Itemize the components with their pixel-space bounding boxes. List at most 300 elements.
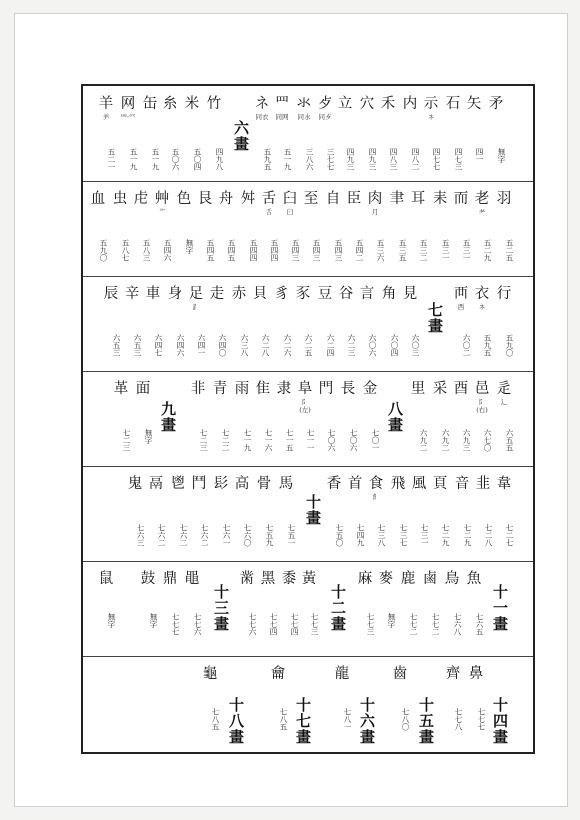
stroke-band-4 — [83, 371, 533, 466]
radical-glyph: 高 — [234, 476, 250, 492]
page-number: 七五一 — [287, 524, 296, 547]
page-number: 六〇三 — [411, 334, 420, 357]
page-number: 七四九 — [356, 524, 365, 547]
radical-entry — [316, 96, 334, 122]
page-number: 五四六 — [163, 239, 172, 262]
radical-entry — [169, 476, 187, 492]
radical-glyph: 穴 — [359, 96, 375, 112]
radical-glyph: 鼎 — [162, 571, 178, 587]
radical-glyph: 龍 — [334, 666, 350, 682]
radical-entry — [409, 191, 427, 207]
radical-variant: 同网 — [275, 113, 289, 121]
page-number: 七六五 — [475, 613, 484, 636]
radical-variant: 舌 — [265, 208, 273, 216]
page-number: 六九二 — [419, 429, 428, 452]
page-number: 五三六 — [376, 239, 385, 262]
page-number: 七七二 — [431, 613, 440, 636]
page-number: 六〇二 — [462, 334, 471, 357]
page-number: 六四六 — [176, 334, 185, 357]
radical-glyph: 豆 — [317, 286, 333, 302]
stroke-band-6 — [83, 561, 533, 656]
page-number: 七二七 — [505, 524, 514, 547]
page-number: 七〇一 — [371, 429, 380, 452]
radical-glyph: 車 — [145, 286, 161, 302]
radical-entry — [280, 571, 298, 587]
radical-entry — [339, 381, 357, 397]
stroke-count-header: 十八畫 — [227, 697, 245, 745]
radical-entry — [346, 476, 364, 492]
radical-glyph: 金 — [362, 381, 378, 397]
radical-entry — [153, 191, 171, 217]
radical-glyph: 鹵 — [422, 571, 438, 587]
radical-entry — [453, 476, 471, 492]
radical-glyph: 革 — [113, 381, 129, 397]
radical-variant: ⺶ — [102, 113, 110, 121]
page-number: 五四五 — [206, 239, 215, 262]
page-number: 五三二 — [419, 239, 428, 262]
page-number: 七三七 — [399, 524, 408, 547]
radical-glyph: 采 — [432, 381, 448, 397]
radical-glyph: 長 — [340, 381, 356, 397]
page-number: 七七七 — [477, 708, 486, 731]
radical-glyph: 面 — [135, 381, 151, 397]
page-number: 七二三 — [199, 429, 208, 452]
radical-entry — [336, 96, 354, 112]
radical-glyph: 阜 — [297, 381, 313, 397]
radical-glyph: 貝 — [252, 286, 268, 302]
band-divider — [83, 656, 533, 657]
radical-entry — [139, 571, 157, 587]
radical-entry — [141, 96, 159, 112]
radical-glyph: 齊 — [445, 666, 461, 682]
page-number: 七三八 — [377, 524, 386, 547]
radical-entry — [273, 286, 291, 302]
page-number: 六二五 — [304, 334, 313, 357]
page-number: 七二八 — [484, 524, 493, 547]
page-number: 七一一 — [306, 429, 315, 452]
band-divider — [83, 371, 533, 372]
page-number: 七〇六 — [349, 429, 358, 452]
band-divider — [83, 181, 533, 182]
radical-glyph: ネ — [254, 96, 270, 112]
radical-glyph: 里 — [410, 381, 426, 397]
page-number: 五二五 — [505, 239, 514, 262]
radical-entry — [89, 191, 107, 207]
page-number: 七七六 — [248, 613, 257, 636]
radical-glyph: 見 — [402, 286, 418, 302]
page-number: 七二九 — [463, 524, 472, 547]
radical-glyph: 音 — [454, 476, 470, 492]
radical-variant: ネ — [427, 113, 435, 121]
radical-entry — [183, 96, 201, 112]
radical-entry — [431, 381, 449, 397]
radical-variant: 飠 — [372, 493, 380, 501]
radical-glyph: 羽 — [496, 191, 512, 207]
page-number: 七六八 — [453, 613, 462, 636]
radical-glyph: 鬥 — [191, 476, 207, 492]
radical-glyph: 竹 — [206, 96, 222, 112]
radical-variant: 西 — [457, 303, 465, 311]
radical-entry — [175, 191, 193, 207]
page-number: 四一 — [475, 148, 484, 163]
radical-glyph: 艮 — [197, 191, 213, 207]
radical-variant: 月 — [371, 208, 379, 216]
radical-glyph: 角 — [381, 286, 397, 302]
radical-glyph: 聿 — [389, 191, 405, 207]
page-number: 四八二 — [411, 148, 420, 171]
radical-entry — [183, 571, 201, 587]
page-number: 七八五 — [211, 708, 220, 731]
page-number: 四七七 — [432, 148, 441, 171]
radical-glyph: 豕 — [295, 286, 311, 302]
page-number: 七七四 — [290, 613, 299, 636]
page-number: 七五〇 — [335, 524, 344, 547]
stroke-count-header: 十二畫 — [329, 584, 347, 632]
radical-variant: 阝(右) — [476, 398, 488, 414]
radical-entry — [97, 571, 115, 587]
radical-entry — [444, 666, 462, 682]
page-number: 六四〇 — [218, 334, 227, 357]
page-number: 六九三 — [462, 429, 471, 452]
page-number: 五九〇 — [99, 239, 108, 262]
stroke-count-header: 九畫 — [159, 401, 177, 433]
radical-glyph: 襾 — [453, 286, 469, 302]
radical-entry — [316, 286, 334, 302]
page-number: 無字 — [387, 613, 396, 628]
radical-glyph: 骨 — [256, 476, 272, 492]
radical-entry — [238, 571, 256, 587]
radical-entry — [379, 96, 397, 112]
radical-variant: ⻊ — [192, 303, 200, 311]
radical-glyph: 石 — [445, 96, 461, 112]
radical-glyph: 舟 — [218, 191, 234, 207]
page-number: 五三五 — [398, 239, 407, 262]
page-number: 七六二 — [157, 524, 166, 547]
page-number: 六二八 — [261, 334, 270, 357]
page-number: 六〇四 — [390, 334, 399, 357]
stroke-count-header: 六畫 — [232, 120, 250, 152]
page-number: 七五九 — [265, 524, 274, 547]
page-number: 無字 — [144, 429, 153, 444]
radical-entry — [119, 96, 137, 122]
radical-entry — [474, 476, 492, 492]
radical-glyph: 隹 — [255, 381, 271, 397]
radical-entry — [377, 571, 395, 587]
radical-entry — [487, 96, 505, 112]
radical-entry — [212, 476, 230, 492]
radical-glyph: 言 — [359, 286, 375, 302]
radical-glyph: 隶 — [276, 381, 292, 397]
radical-glyph: 邑 — [474, 381, 490, 397]
radical-glyph: 老 — [474, 191, 490, 207]
stroke-count-header: 十四畫 — [491, 697, 509, 745]
radical-entry — [205, 96, 223, 112]
page-number: 七七二 — [409, 613, 418, 636]
radical-glyph: 罒 — [274, 96, 290, 112]
radical-entry — [134, 381, 152, 397]
radical-glyph: 非 — [190, 381, 206, 397]
page-number: 六三八 — [240, 334, 249, 357]
page-number: 五二九 — [483, 239, 492, 262]
radical-glyph: 虍 — [133, 191, 149, 207]
radical-glyph: 禾 — [380, 96, 396, 112]
radical-glyph: 豸 — [274, 286, 290, 302]
page-number: 四九三 — [346, 148, 355, 171]
radical-entry — [239, 191, 257, 207]
radical-entry — [401, 96, 419, 112]
radical-entry — [367, 476, 385, 502]
radical-glyph: 髟 — [213, 476, 229, 492]
radical-entry — [388, 191, 406, 207]
radical-entry — [324, 191, 342, 207]
radical-glyph: 臼 — [282, 191, 298, 207]
radical-entry — [473, 191, 491, 217]
page-number: 五八三 — [142, 239, 151, 262]
page-number: 六二四 — [326, 334, 335, 357]
radical-entry — [495, 476, 513, 492]
radical-glyph: 氺 — [296, 96, 312, 112]
radical-entry — [300, 571, 318, 587]
radical-entry — [361, 381, 379, 397]
radical-entry — [273, 96, 291, 122]
radical-entry — [366, 191, 384, 217]
page-number: 五三一 — [441, 239, 450, 262]
page-number: 七六二 — [179, 524, 188, 547]
page-number: 七八一 — [343, 708, 352, 731]
radical-glyph: 首 — [347, 476, 363, 492]
radical-entry — [467, 666, 485, 682]
radical-variant: 耂 — [478, 208, 486, 216]
radical-entry — [102, 286, 120, 302]
radical-glyph: 缶 — [142, 96, 158, 112]
radical-entry — [126, 476, 144, 492]
radical-glyph: 舛 — [240, 191, 256, 207]
page-number: 五四三 — [291, 239, 300, 262]
radical-glyph: 糸 — [162, 96, 178, 112]
radical-glyph: 肉 — [367, 191, 383, 207]
radical-entry — [302, 191, 320, 207]
page-number: 六九二 — [441, 429, 450, 452]
page-number: 七八〇 — [401, 708, 410, 731]
radical-glyph: 鬲 — [148, 476, 164, 492]
radical-glyph: 谷 — [338, 286, 354, 302]
radical-entry — [295, 96, 313, 122]
page-number: 三七七 — [326, 148, 335, 171]
radical-entry — [296, 381, 314, 414]
radical-entry — [409, 381, 427, 397]
page-number: 六二三 — [347, 334, 356, 357]
page-number: 五四二 — [355, 239, 364, 262]
stroke-band-5 — [83, 466, 533, 561]
radical-variant: 同衣 — [255, 113, 269, 121]
radical-entry — [358, 286, 376, 302]
page-number: 五四五 — [227, 239, 236, 262]
radical-entry — [345, 191, 363, 207]
page-number: 七七八 — [454, 708, 463, 731]
radical-glyph: 麻 — [357, 571, 373, 587]
radical-glyph: 魚 — [466, 571, 482, 587]
stroke-count-header: 十六畫 — [358, 697, 376, 745]
page-number: 五八七 — [121, 239, 130, 262]
stroke-count-header: 八畫 — [386, 401, 404, 433]
radical-glyph: 韭 — [475, 476, 491, 492]
radical-entry — [254, 381, 272, 397]
radical-entry — [233, 476, 251, 492]
radical-glyph: 黃 — [301, 571, 317, 587]
radical-glyph: 食 — [368, 476, 384, 492]
stroke-band-2 — [83, 181, 533, 276]
page-number: 五四四 — [249, 239, 258, 262]
radical-glyph: 鹿 — [400, 571, 416, 587]
radical-entry — [260, 191, 278, 217]
page-number: 七六〇 — [243, 524, 252, 547]
radical-entry — [123, 286, 141, 302]
radical-entry — [452, 191, 470, 207]
radical-glyph: 至 — [303, 191, 319, 207]
page-number: 六二六 — [283, 334, 292, 357]
radical-entry — [230, 286, 248, 302]
radical-entry — [358, 96, 376, 112]
radical-entry — [294, 286, 312, 302]
radical-glyph: 血 — [90, 191, 106, 207]
radical-entry — [380, 286, 398, 302]
page-number: 七七三 — [310, 613, 319, 636]
radical-entry — [147, 476, 165, 492]
radical-variant: ⻌ — [500, 398, 508, 406]
radical-glyph: 風 — [411, 476, 427, 492]
radical-glyph: 黹 — [239, 571, 255, 587]
radical-entry — [217, 191, 235, 207]
radical-variant: 艹 — [158, 208, 166, 216]
radical-glyph: 耒 — [432, 191, 448, 207]
radical-entry — [259, 571, 277, 587]
page-number: 五九五 — [483, 334, 492, 357]
radical-glyph: 赤 — [231, 286, 247, 302]
page-number: 七七三 — [366, 613, 375, 636]
radical-entry — [269, 666, 287, 682]
radical-glyph: 立 — [337, 96, 353, 112]
radical-variant: 臼 — [286, 208, 294, 216]
page-number: 七六二 — [200, 524, 209, 547]
radical-entry — [281, 191, 299, 217]
page-number: 四九三 — [368, 148, 377, 171]
page-number: 無字 — [185, 239, 194, 254]
stroke-band-3 — [83, 276, 533, 371]
radical-entry — [325, 476, 343, 492]
page-number: 七六三 — [136, 524, 145, 547]
stroke-band-1 — [83, 86, 533, 181]
radical-entry — [112, 381, 130, 397]
radical-glyph: 足 — [188, 286, 204, 302]
page-number: 七七四 — [269, 613, 278, 636]
page-number: 五九〇 — [505, 334, 514, 357]
radical-entry — [401, 286, 419, 302]
radical-entry — [465, 96, 483, 112]
radical-glyph: 示 — [423, 96, 439, 112]
page-number: 七一五 — [285, 429, 294, 452]
radical-glyph: 虫 — [112, 191, 128, 207]
radical-glyph: 齒 — [392, 666, 408, 682]
radical-entry — [431, 191, 449, 207]
radical-variant: 同歺 — [318, 113, 332, 121]
page-number: 七一九 — [243, 429, 252, 452]
page-number: 七七六 — [193, 613, 202, 636]
page-number: 五〇六 — [171, 148, 180, 171]
page-number: 三八六 — [305, 148, 314, 171]
page-number: 五四三 — [312, 239, 321, 262]
radical-entry — [208, 286, 226, 302]
stroke-count-header: 十一畫 — [491, 584, 509, 632]
radical-glyph: 酉 — [453, 381, 469, 397]
radical-glyph: 雨 — [234, 381, 250, 397]
radical-glyph: 身 — [167, 286, 183, 302]
band-divider — [83, 466, 533, 467]
page-number: 五二一 — [107, 148, 116, 171]
page-number: 七二二 — [221, 429, 230, 452]
page-number: 五一九 — [129, 148, 138, 171]
radical-glyph: 自 — [325, 191, 341, 207]
page-number: 四九八 — [215, 148, 224, 171]
page-number: 六五五 — [505, 429, 514, 452]
page-number: 六〇六 — [368, 334, 377, 357]
page-number: 六七〇 — [483, 429, 492, 452]
radical-entry — [196, 191, 214, 207]
radical-glyph: 内 — [402, 96, 418, 112]
radical-entry — [421, 571, 439, 587]
radical-entry — [144, 286, 162, 302]
radical-glyph: 鳥 — [444, 571, 460, 587]
page-number: 四八三 — [389, 148, 398, 171]
page-number: 七一六 — [264, 429, 273, 452]
stroke-band-7 — [83, 656, 533, 751]
radical-entry — [422, 96, 440, 122]
radical-entry — [465, 571, 483, 587]
page-number: 五一九 — [151, 148, 160, 171]
radical-variant: 阝(左) — [299, 398, 311, 414]
page-sheet — [14, 13, 568, 807]
radical-entry — [190, 476, 208, 492]
page-number: 無字 — [149, 613, 158, 628]
radical-glyph: 鼻 — [468, 666, 484, 682]
radical-glyph: 龜 — [202, 666, 218, 682]
stroke-count-header: 十三畫 — [212, 584, 230, 632]
radical-glyph: 鬯 — [170, 476, 186, 492]
radical-entry — [410, 476, 428, 492]
radical-glyph: 矛 — [488, 96, 504, 112]
page-number: 七二三 — [122, 429, 131, 452]
radical-glyph: 鼠 — [98, 571, 114, 587]
radical-glyph: 辛 — [124, 286, 140, 302]
page-number: 六四七 — [154, 334, 163, 357]
radical-glyph: 耳 — [410, 191, 426, 207]
radical-entry — [495, 381, 513, 407]
radical-entry — [189, 381, 207, 397]
radical-entry — [473, 286, 491, 312]
radical-glyph: 龠 — [270, 666, 286, 682]
radical-entry — [201, 666, 219, 682]
radical-glyph: 飛 — [390, 476, 406, 492]
page-number: 七〇六 — [327, 429, 336, 452]
radical-variant: ネ — [478, 303, 486, 311]
band-divider — [83, 561, 533, 562]
page-number: 七六一 — [222, 524, 231, 547]
radical-glyph: 黽 — [184, 571, 200, 587]
radical-glyph: 行 — [496, 286, 512, 302]
radical-glyph: 黍 — [281, 571, 297, 587]
radical-glyph: 舌 — [261, 191, 277, 207]
radical-glyph: 鬼 — [127, 476, 143, 492]
radical-entry — [233, 381, 251, 397]
